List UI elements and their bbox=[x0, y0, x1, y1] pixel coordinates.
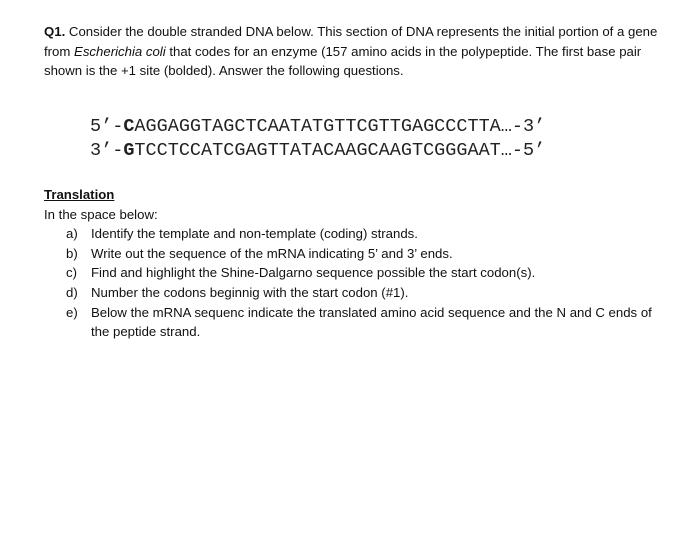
list-item bbox=[66, 263, 669, 283]
bottom-strand-prefix: 3’- bbox=[90, 139, 124, 161]
question-number: Q1. bbox=[44, 24, 66, 39]
bottom-strand-suffix: -5’ bbox=[511, 139, 546, 161]
list-item-text: Number the codons beginnig with the start codon (#1). bbox=[91, 284, 409, 300]
list-marker: a) bbox=[66, 226, 78, 242]
list-marker: b) bbox=[66, 245, 78, 261]
top-strand-suffix: -3’ bbox=[511, 116, 546, 137]
list-item bbox=[66, 244, 669, 264]
list-marker: c) bbox=[66, 265, 77, 281]
top-strand-prefix: 5’- bbox=[90, 116, 124, 137]
list-marker: e) bbox=[66, 304, 78, 320]
list-item bbox=[66, 283, 669, 303]
list-item bbox=[66, 224, 669, 244]
dna-top-strand bbox=[90, 115, 545, 139]
question-text-part-1: Consider the double stranded DNA below. This section of DNA represents the initial portion of a gene from bbox=[44, 24, 658, 59]
translation-section bbox=[44, 185, 669, 342]
translation-intro: In the space below: bbox=[44, 206, 158, 222]
question-page bbox=[44, 22, 669, 340]
top-strand-sequence: AGGAGGTAGCTCAATATGTTCGTTGAGCCCTTA… bbox=[134, 116, 512, 137]
translation-steps-list bbox=[44, 224, 669, 342]
bottom-strand-sequence: TCCTCCATCGAGTTATACAAGCAAGTCGGGAAT… bbox=[134, 139, 512, 161]
dna-bottom-strand bbox=[90, 139, 545, 163]
list-item bbox=[66, 303, 669, 342]
organism-name: Escherichia coli bbox=[74, 43, 166, 59]
dna-double-strand bbox=[90, 115, 545, 162]
bottom-strand-first-base: G bbox=[123, 139, 135, 161]
list-item-text: Below the mRNA sequenc indicate the translated amino acid sequence and the N and C ends of the peptide strand. bbox=[91, 304, 652, 340]
top-strand-first-base: C bbox=[123, 116, 135, 137]
list-item-text: Find and highlight the Shine-Dalgarno sequence possible the start codon(s). bbox=[91, 265, 536, 281]
list-item-text: Write out the sequence of the mRNA indicating 5’ and 3’ ends. bbox=[91, 245, 453, 261]
translation-heading: Translation bbox=[44, 187, 115, 202]
list-item-text: Identify the template and non-template (coding) strands. bbox=[91, 226, 418, 242]
question-text-part-2: that codes for an enzyme (157 amino acids in the polypeptide. The first base pair shown is the +1 site (bolded). Answer the following questions. bbox=[44, 43, 642, 79]
question-paragraph bbox=[44, 22, 669, 81]
list-marker: d) bbox=[66, 284, 78, 300]
